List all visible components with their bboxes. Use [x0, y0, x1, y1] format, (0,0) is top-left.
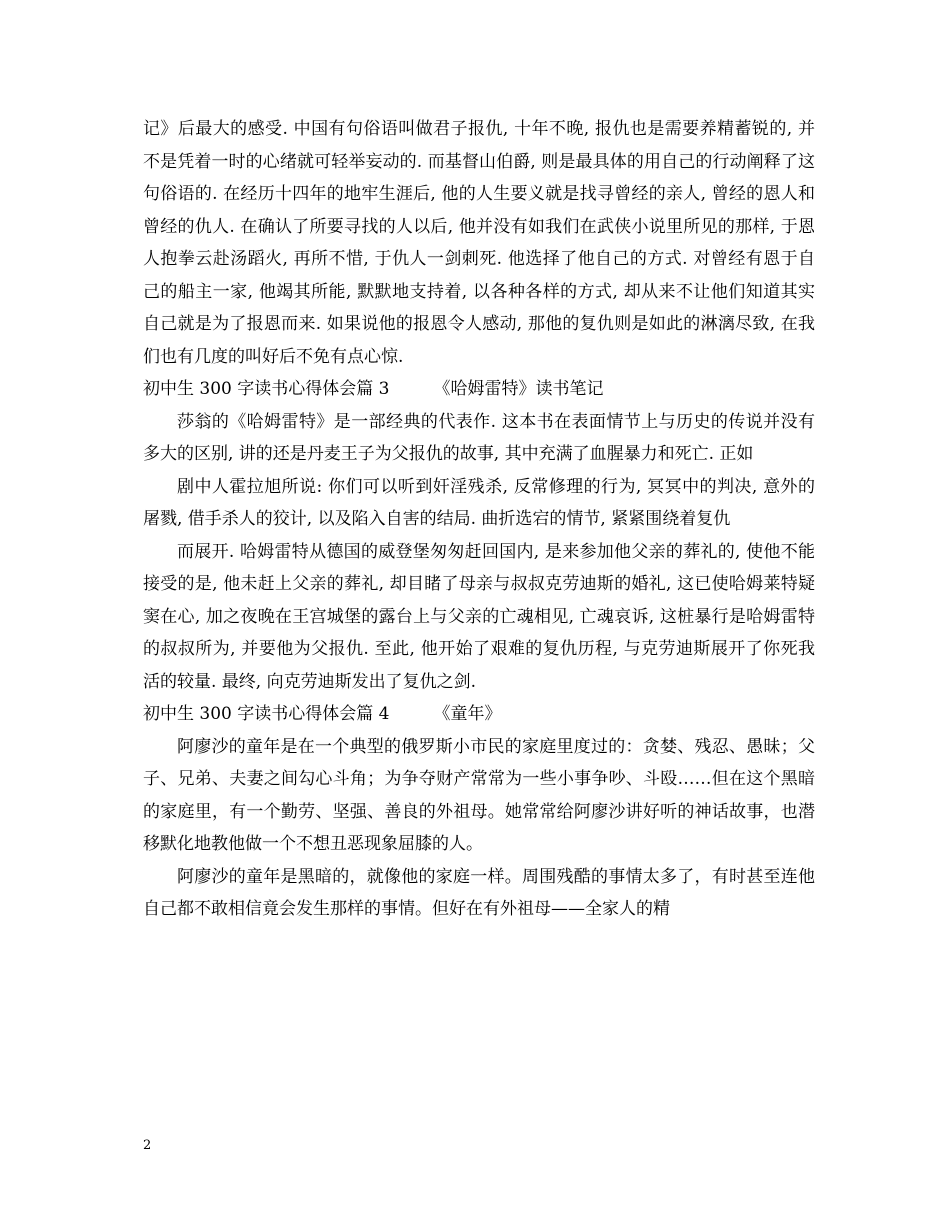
paragraph-hamlet-horatio-quote: 剧中人霍拉旭所说: 你们可以听到奸淫残杀, 反常修理的行为, 冥冥中的判决, 意外的屠戮, 借手杀人的狡计, 以及陷入自害的结局. 曲折选宕的情节, 紧紧围绕着复仇 — [143, 476, 815, 529]
paragraph-monte-cristo-reflection: 记》后最大的感受. 中国有句俗语叫做君子报仇, 十年不晚, 报仇也是需要养精蓄锐的, 并不是凭着一时的心绪就可轻举妄动的. 而基督山伯爵, 则是最具体的用自己的行动阐释了这句俗语的. 在经历十四年的地牢生涯后, 他的人生要义就是找寻曾经的亲人, 曾经的恩人和曾经的仇人. 在确认了所要寻找的人以后, 他并没有如我们在武侠小说里所见的那样, 于恩人抱拳云赴汤蹈火, 再所不惜, 于仇人一剑刺死. 他选择了他自己的方式. 对曾经有恩于自己的船主一家, 他竭其所能, 默默地支持着, 以各种各样的方式, 却从来不让他们知道其实自己就是为了报恩而来. 如果说他的报恩令人感动, 那他的复仇则是如此的淋漓尽致, 在我们也有几度的叫好后不免有点心惊. — [143, 119, 815, 367]
paragraph-hamlet-plot: 而展开. 哈姆雷特从德国的威登堡匆匆赶回国内, 是来参加他父亲的葬礼的, 使他不能接受的是, 他未赶上父亲的葬礼, 却目睹了母亲与叔叔克劳迪斯的婚礼, 这已使哈姆莱特疑窦在心, 加之夜晚在王宫城堡的露台上与父亲的亡魂相见, 亡魂哀诉, 这桩暴行是哈姆雷特的叔叔所为, 并要他为父报仇. 至此, 他开始了艰难的复仇历程, 与克劳迪斯展开了你死我活的较量. 最终, 向克劳迪斯发出了复仇之剑. — [143, 541, 815, 692]
section-heading-title: 《哈姆雷特》读书笔记 — [433, 379, 604, 399]
paragraph-childhood-family: 阿廖沙的童年是在一个典型的俄罗斯小市民的家庭里度过的：贪婪、残忍、愚昧；父子、兄弟、夫妻之间勾心斗角；为争夺财产常常为一些小事争吵、斗殴……但在这个黑暗的家庭里，有一个勤劳、坚强、善良的外祖母。她常常给阿廖沙讲好听的神话故事，也潜移默化地教他做一个不想丑恶现象屈膝的人。 — [143, 736, 815, 854]
section-heading-4 — [143, 698, 815, 731]
paragraph-hamlet-intro: 莎翁的《哈姆雷特》是一部经典的代表作. 这本书在表面情节上与历史的传说并没有多大的区别, 讲的还是丹麦王子为父报仇的故事, 其中充满了血腥暴力和死亡. 正如 — [143, 411, 815, 464]
document-body — [143, 113, 815, 926]
section-heading-title: 《童年》 — [433, 704, 502, 724]
section-heading-3 — [143, 373, 815, 406]
section-heading-label: 初中生 300 字读书心得体会篇 4 — [143, 704, 390, 724]
section-heading-label: 初中生 300 字读书心得体会篇 3 — [143, 379, 390, 399]
paragraph-childhood-darkness: 阿廖沙的童年是黑暗的，就像他的家庭一样。周围残酷的事情太多了，有时甚至连他自己都不敢相信竟会发生那样的事情。但好在有外祖母——全家人的精 — [143, 866, 815, 919]
page-number: 2 — [143, 1138, 152, 1153]
